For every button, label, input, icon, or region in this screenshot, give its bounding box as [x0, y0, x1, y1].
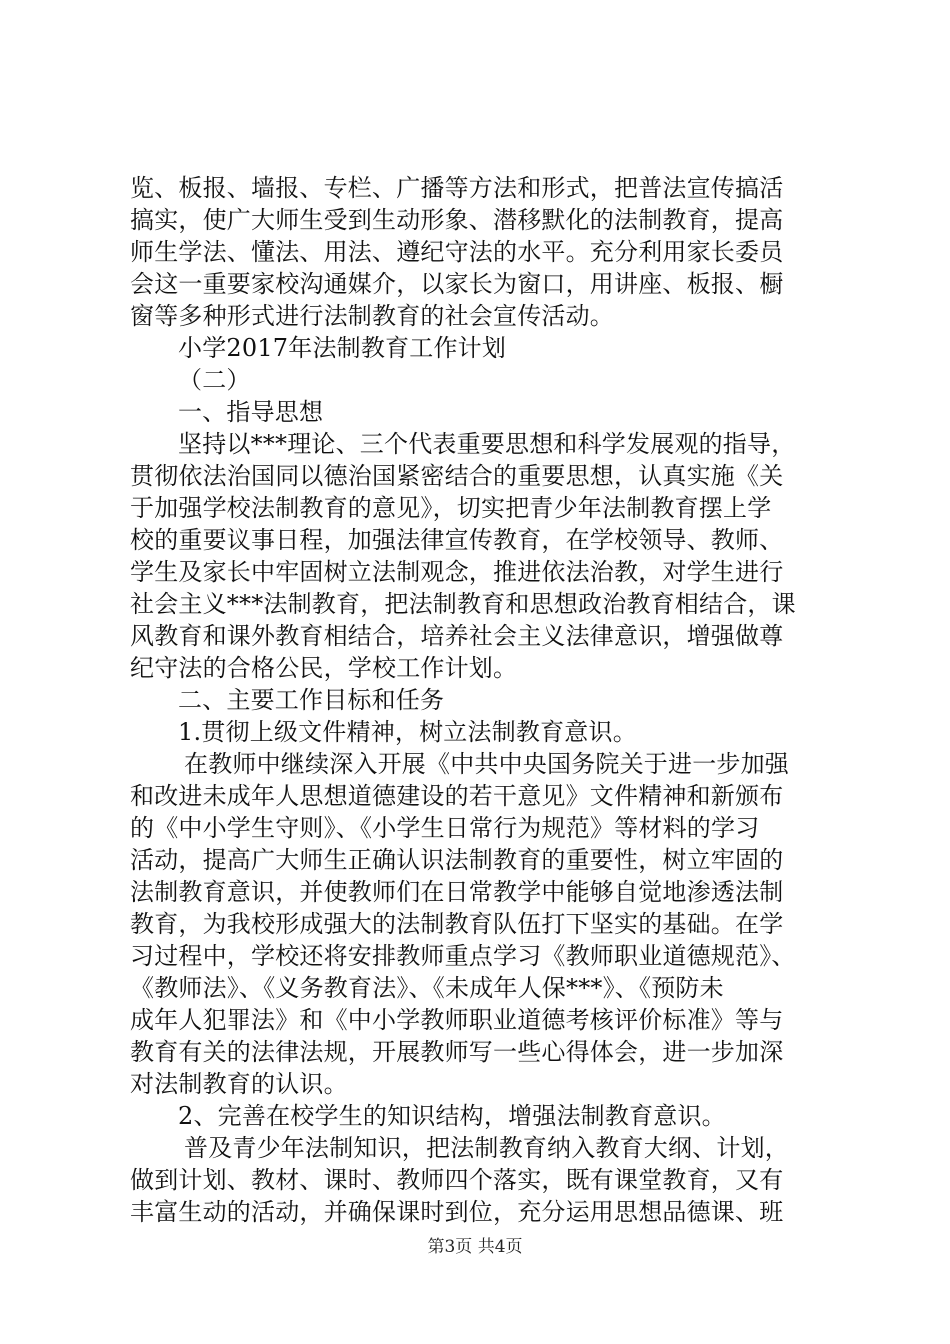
text-line: 在教师中继续深入开展《中共中央国务院关于进一步加强 — [184, 750, 789, 778]
text-line: 普及青少年法制知识，把法制教育纳入教育大纲、计划， — [184, 1134, 789, 1162]
text-line: 纪守法的合格公民，学校工作计划。 — [130, 654, 518, 682]
text-line: 丰富生动的活动，并确保课时到位，充分运用思想品德课、班 — [130, 1198, 784, 1226]
text-line: 成年人犯罪法》和《中小学教师职业道德考核评价标准》等与 — [130, 1006, 784, 1034]
text-line: 于加强学校法制教育的意见》，切实把青少年法制教育摆上学 — [130, 494, 772, 522]
text-line: 习过程中，学校还将安排教师重点学习《教师职业道德规范》、 — [130, 942, 796, 970]
subheading-2: 2、完善在校学生的知识结构，增强法制教育意识。 — [178, 1102, 726, 1130]
page-number: 第3页 共4页 — [427, 1237, 523, 1257]
text-line: 学生及家长中牢固树立法制观念，推进依法治教，对学生进行 — [130, 558, 784, 586]
text-line: 社会主义***法制教育，把法制教育和思想政治教育相结合，课 — [130, 590, 796, 618]
text-line: 窗等多种形式进行法制教育的社会宣传活动。 — [130, 302, 614, 330]
heading-main-goals: 二、主要工作目标和任务 — [178, 686, 445, 714]
text-line: 的《中小学生守则》、《小学生日常行为规范》等材料的学习 — [130, 814, 760, 842]
text-line: 坚持以***理论、三个代表重要思想和科学发展观的指导， — [178, 430, 796, 458]
page-footer — [0, 1236, 950, 1258]
text-line: 活动，提高广大师生正确认识法制教育的重要性，树立牢固的 — [130, 846, 784, 874]
text-line: 搞实，使广大师生受到生动形象、潜移默化的法制教育，提高 — [130, 206, 784, 234]
section-title: 小学2017年法制教育工作计划 — [178, 334, 507, 362]
text-line: 贯彻依法治国同以德治国紧密结合的重要思想，认真实施《关 — [130, 462, 784, 490]
text-line: 对法制教育的认识。 — [130, 1070, 348, 1098]
text-line: 法制教育意识，并使教师们在日常教学中能够自觉地渗透法制 — [130, 878, 784, 906]
text-line: 做到计划、教材、课时、教师四个落实，既有课堂教育，又有 — [130, 1166, 784, 1194]
text-line: 风教育和课外教育相结合，培养社会主义法律意识，增强做尊 — [130, 622, 784, 650]
text-line: 师生学法、懂法、用法、遵纪守法的水平。充分利用家长委员 — [130, 238, 784, 266]
section-subtitle: （二） — [178, 366, 251, 394]
text-line: 教育有关的法律法规，开展教师写一些心得体会，进一步加深 — [130, 1038, 784, 1066]
text-line: 教育，为我校形成强大的法制教育队伍打下坚实的基础。在学 — [130, 910, 784, 938]
text-line: 览、板报、墙报、专栏、广播等方法和形式，把普法宣传搞活 — [130, 174, 784, 202]
text-line: 和改进未成年人思想道德建设的若干意见》文件精神和新颁布 — [130, 782, 784, 810]
document-body — [130, 172, 830, 1228]
text-line: 校的重要议事日程，加强法律宣传教育，在学校领导、教师、 — [130, 526, 784, 554]
subheading-1: 1.贯彻上级文件精神，树立法制教育意识。 — [178, 718, 637, 746]
heading-guiding-thought: 一、指导思想 — [178, 398, 324, 426]
text-line: 会这一重要家校沟通媒介，以家长为窗口，用讲座、板报、橱 — [130, 270, 784, 298]
text-line: 《教师法》、《义务教育法》、《未成年人保***》、《预防未 — [130, 974, 724, 1002]
